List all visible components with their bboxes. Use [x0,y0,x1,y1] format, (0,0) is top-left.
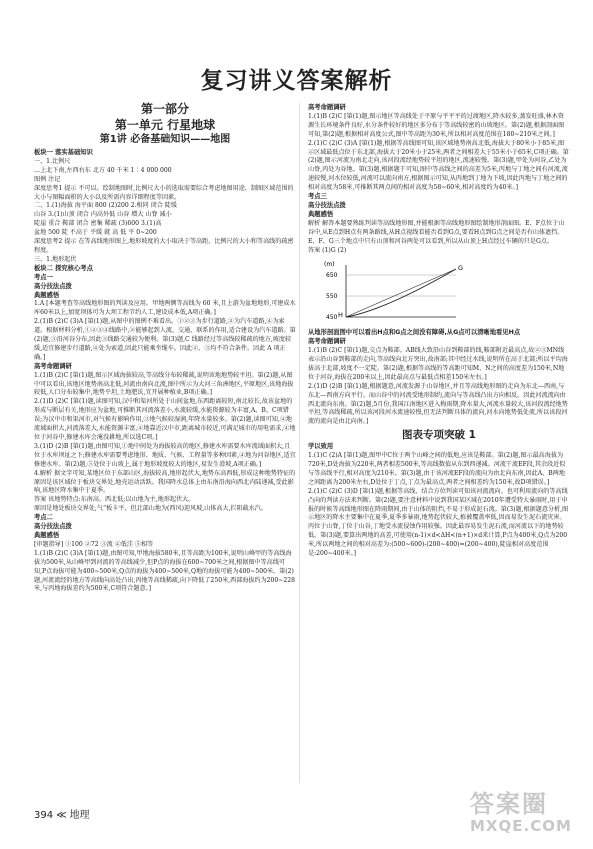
left-line: 3.(1)D (2)B [第(1)题,由图可知,①地中间处为海拔较高的地区,修建水库需要水库流域面积大,且位于水库坝址之下;修建水库需要考虑地形、地质、气候、工程量等多种因素,④地为河谷地区,适宜修建水库。第(2)题,⑤处位于山坡上,属于地形坡度较大的地区,易发生滑坡,A项正确。] [34,442,296,468]
left-line: 三、1.地形起伏 [34,255,77,263]
chart-ytick-650: 650 [326,272,338,280]
left-line: 深度思考2 提示 在等高线地形图上,地形坡度的大小取决于等高距、比例尺的大小和等高线的疏密程度。 [34,238,294,254]
left-line: 1.(1)B (2)C [第(1)题,图示区域海拔较高,等高线分布较稀疏,说明该地地势较平坦。第(2)题,从图中可以看出,该地区地势南高北低,河流由南向北流,图中所示为大河三角洲地区,平原地区,该地海拔较低,人口分布较集中,地势平坦,土地肥沃,宜开展种植业,B项正确。] [34,371,294,397]
left-line: 图例 注记 [34,175,61,183]
right-line: 高考命题调研 [308,104,346,111]
left-text-block [34,149,296,594]
watermark-top: 答案圈 [470,790,548,818]
right-line: 高分技法点拨 [308,201,346,209]
chart-unit: (m) [324,261,335,269]
right-line: 解析 解答本题要熟练判读等高线地形图,并能根据等高线地形图绘制地形剖面图。E、F点位于山谷中,从E点到H点有两条路线,从H点视线看能否看到G点,要看H点到G点之间是否有山体遮挡。E、F、G三个地点中只有山顶和河谷两处可以看到,所以从山顶上H点经过车辆的只是G点。 [308,219,565,245]
right-line: 1.(1)B (2)C [第(1)题,交点为鞍部。AB线大致沿山谷到鞍部的线,鞍部附近最高点,故②③MN线表示沿山谷到鞍部的走向,等高线向北方突出,故南部;其中经过水线,说明所在高于北部;所以平均海拔高于北部,坡度不一定陡。第(2)题,根据等高线的等高距可知M、N之间的高度差为150米,N地位于河谷,海拔在200米以上,因此最高点与最低点相差150米左右。] [308,347,568,381]
left-line: 高分技法点拨 [34,523,72,531]
left-line: 考点二 [34,514,53,522]
right-line: 1.(1)C (2)A [第(1)题,图甲中C位于两个山峰之间的低地,应该是鞍部。第(2)题,图示最高海拔为720米,D处海拔为220米,两者相差500米,等高线数值从东到西递减。河流干流EF段,其余段近似与等高线平行,相对高度为210米。第(3)题,由于该河流EF段的流向为由北向东南,因此A、B两地之间距离为200米左右,D处位于丁点,丁点为最高点,两者之间相差约为150米,故D项错误。] [308,452,566,486]
left-line: 一、1.比例尺 [34,157,71,165]
left-line: 板块二 探究核心考点 [34,264,93,272]
left-line: 2.(1)B (2)C (3)A [第(1)题,从图中的图例不难看出。①②③为步行道路,②为汽车道路,④为索道。根据材料分析,①②③④线路中,②能够起到人流、交通、联系的作用,适合建设为汽车道路。第(2)题,③沿河谷分布,因此③线路交通较为便利。第(3)题,C 线路经过等高线较稀疏的地方,坡度较缓,适宜修建步行道路,④处为索道,因此只能乘坐缆车。因此②、③均不符合条件。因此 A 项正确。] [34,318,296,361]
chart-point-g: G [458,264,464,273]
left-line: 二、1.(1)海拔 海平面 800 (2)200 2.相同 闭合 陡缓 [34,202,177,210]
right-line: 学以致用 [308,443,334,451]
left-line: …上北下南,左西右东 北方 40 千米 1∶4 000 000 [34,166,172,174]
left-line: 2.(1)D (2)C [第(1)题,读图可知,汉中和渠河所处于山间盆地,东西距离较短,南北较长,故该盆地的形成与断层有关,地形应为盆地,可推断其河流落差小,水流较缓,水能资源较为丰富,A、B、C项错误;为汉中市和渠河市,对气候有影响作用,③地气候较湿润,年降水量较多。第(2)题,读图可知,④地流域面积大,河流落差大,水能资源丰富,④地靠近汉中市,距离城市较近,可满足城市的用电需求,④地位于河谷中,修建水库会淹没耕地,所以选C项。] [34,398,296,441]
chart-ytick-550: 550 [326,293,338,301]
left-line: 4.解析 据文字可知,某地区位于东部山区,海拔较高,地形起伏大,地势东高西低,形成这种地势特征的原因是该区域位于板块交界处,地壳运动活跃。我国降水总体上由东南沿海向西北内陆递减,受此影响,该地区降水集中于夏季。 [34,469,296,495]
chart-sight-line [346,269,456,317]
right-text-block-2 [308,329,570,427]
left-line: 典题感悟 [34,291,60,299]
footer-subject: 地理 [69,810,90,821]
chart-ytick-450: 450 [326,314,338,322]
left-line: 盆地 500 陡 不高于 平缓 就 高 低 平 0~200 [34,229,157,237]
unit-heading: 第一单元 行星地球 [114,118,216,132]
footer-symbol: ≪ [56,810,67,821]
page-number: 394 [34,810,54,821]
left-column [34,100,296,594]
right-text-block-3 [308,443,570,559]
left-line: 典题感悟 [34,531,60,539]
right-line: 1.(1)B (2)C [第(1)题,图示地区等高线处于平原与平平平的过渡地区,降水较多,蒸发旺盛,林木资源生长环境条件良好,水分条件较好的地区多分布于等高线较密的山坡地区。第(2)题,根据剖面图可知,第(2)题,根据相对高度公式,图中等高距为30米,所以相对高度范围在180~210米之间。] [308,112,565,138]
page-footer [34,806,90,821]
profile-chart [324,259,474,321]
right-line: 考点三 [308,193,327,201]
right-line: 从地形剖面图中可以看出H点和G点之间没有障碍,从G点可以清晰地看见H点 [308,329,521,337]
right-text-block-1 [308,104,570,255]
left-line: 深度思考1 提示 不可以。绘制地图时,比例尺大小的选取需要综合考虑地图用途、制图区域范围的大小与图幅面积的大小以及所需内容详细程度等因素。 [34,184,294,201]
left-line: 答案 该地势特点:东南高、西北低;以山地为主,地形起伏大。 [34,496,195,504]
left-line: 1.(1)B (2)C (3)A [第(1)题,由图可知,甲地海拔580米,且等高距为100米,说明山峰甲的等高线海拔为500米,从山峰甲到河流的等高线减少,但P点的海拔在600~700米之间,根据图中等高线可知,P点海拔可能为400~500米,Q点的海拔为400~500米,Q地的海拔可能为400~500米。第(2)题,河流流经的地方等高线向高处凸出,丙地等高线稀疏,向下降低了250米,西部海拔约为200~228米,与丙地海拔差约为500米,C项符合题意。] [34,549,296,593]
left-line: 陡崖 重合 鞍部 闭合 密集 稀疏 (3)600 3.(1)高 [34,220,162,228]
chart-point-h: H [338,311,343,320]
lesson-heading: 第1讲 必备基础知识——地图 [99,134,231,145]
left-line: 板块一 落实基础知识 [34,149,93,156]
watermark-bottom: MXQE.COM [470,817,572,835]
left-line: [审题指导] ①100 ②72 ③流 ④低洼 ⑤相等 [34,540,154,548]
left-line: 高考命题调研 [34,362,72,370]
left-line: 1.A [本题考查等高线地形图的判读及应用。甲地两侧等高线为 60 米,且上游为盆地地形,可建成水库60米以上,加宽坝体可为大坝工程节约人工,建设成本低,A项正确。] [34,300,296,317]
page-title: 复习讲义答案解析 [200,68,393,94]
column-divider [299,103,300,783]
right-line: 答案 (1)G (2) [308,246,347,254]
part-heading: 第一部分 [140,102,189,116]
right-line: 2.(1)C (2)C (3)D [第(1)题,根据等高线、结合方位判读可知该河流流向。也可利用流向的等高线凸向的判读方法来判断。第(2)题,要注意材料中说到我国某区域在2010年遭受特大暴雨时,用于申报的时候等高线地形图在降雨期间,由于山体的阻挡,不易于形成泥石流。第(3)题,根据题意分析,图示地区的降水主要集中在夏季,夏季多暴雨,地势起伏较大,植被覆盖率低,因而易发生泥石流灾害。丙位于山脊,丁位于山谷,丁地受水流侵蚀作用较强。因此最容易发生泥石流,而河流以下的地势较低。第(3)题,要算出两地的高差,可使用(n-1)×d<ΔH<(n+1)×d来计算,P点为400米,Q点为200米,所以两地之间的相对高差为:(500~600)-(200~400)=(200~400),陡崖相对高度范围是:200~400米。] [308,487,569,558]
right-line: 2.(1)D (2)B [第(1)题,根据题意,河流发源于山谷地区,并且等高线地形图的走向为东北—西南,与东北—西南方向平行。而山谷中的河流受地形制约,流向与等高线凸出方向相反。因此河流流向由西北流向东南。第(2)题,5月份,我国江南地区进入梅雨期,降水量大,河流水量较大,该河段流经地势平坦,等高线稀疏,所以该河段河水流速较慢,但无法判断具体的流向,河水向地势低处流,所以该段河流的流向是由北向南。] [308,382,568,426]
left-line: 考点一 [34,273,53,281]
left-line: 山谷 3.(1)山顶 闭合 内高外低 山谷 增大 山脊 减小 [34,211,172,219]
right-line: 高考命题调研 [308,338,346,346]
right-line: 典题感悟 [308,210,334,218]
watermark-logo [470,790,588,845]
right-column [308,104,570,559]
right-line: 2.(1)C (2)C (3)A [第(1)题,根据等高线图可知,该区域地势南高北低,海拔大于80米小于85米,图示区域最低点位于东北部,海拔大于20米小于25米,两者之间相差大于55米小于65米,C项正确。第(2)题,图示河流为南北走向,该河段流经地势较平坦的地区,流速较慢。第(3)题,甲处为河谷,乙处为山脊,丙处为谷地。第(3)题,根据题干可知,图中等高线之间的高差为5米,丙地与丁地之间有河流,流速较慢,河水位较低,河流可以流向南方,根据图示可知,从丙地到丁地为下坡,因此丙地与丁地之间的相对高度为58米,可推断其两点间的相对高度为58~60米,相对高度约为40米。] [308,139,569,192]
special-section-heading: 图表专项突破 1 [402,429,476,442]
left-line: 高分技法点拨 [34,282,72,290]
left-line: 原因是地处板块交界处,气“板卡平、但北部山地为(西风)迎风坡,山体高大,拦阻截水汽。 [34,505,268,513]
